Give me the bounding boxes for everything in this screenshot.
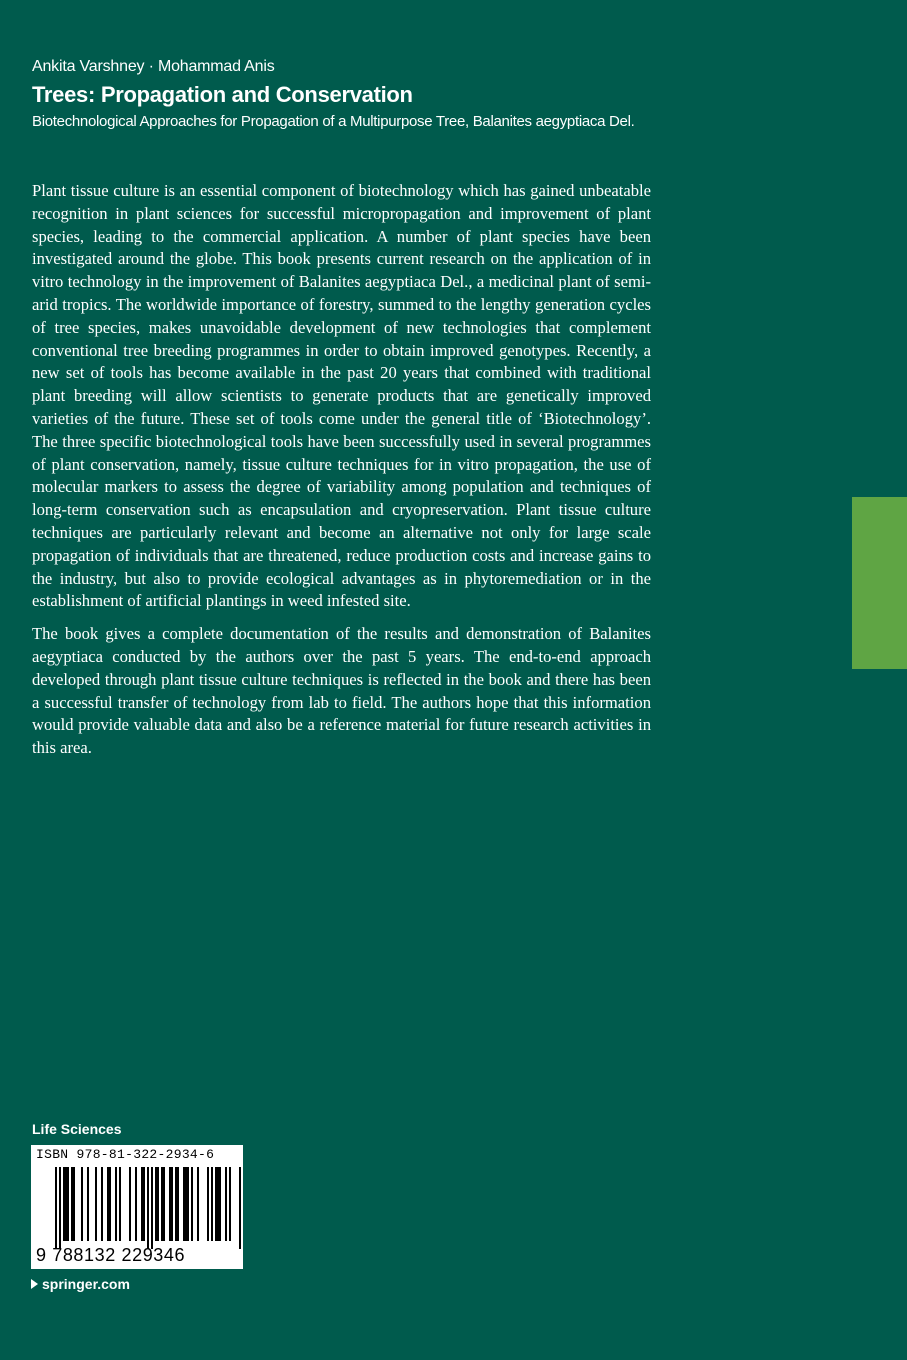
barcode-bar — [163, 1167, 165, 1241]
publisher-link[interactable] — [31, 1275, 130, 1293]
barcode-bar — [59, 1167, 61, 1249]
barcode-bar — [187, 1167, 189, 1241]
book-subtitle: Biotechnological Approaches for Propagation of a Multipurpose Tree, Balanites aegyptiaca Del. — [32, 113, 635, 130]
cover-header — [32, 56, 692, 132]
barcode-bar — [95, 1167, 97, 1241]
barcode-bar — [147, 1167, 149, 1249]
barcode-bar — [67, 1167, 69, 1241]
blurb-paragraph-1: Plant tissue culture is an essential component of biotechnology which has gained unbeatable recognition in plant sciences for successful micropropagation and improvement of plant species, leading to the commercial application. A number of plant species have been investigated around the globe. This book presents current research on the application of in vitro technology in the improvement of Balanites aegyptiaca Del., a medicinal plant of semi-arid tropics. The worldwide importance of forestry, summed to the lengthy generation cycles of tree species, makes unavoidable development of new technologies that complement conventional tree breeding programmes in order to obtain improved genotypes. Recently, a new set of tools has become available in the past 20 years that combined with traditional plant breeding will allow scientists to generate products that are genetically improved varieties of the future. These set of tools come under the general title of ‘Biotechnology’. The three specific biotechnological tools have been successfully used in several programmes of plant conservation, namely, tissue culture techniques for in vitro propagation, the use of molecular markers to assess the degree of variability among population and techniques of long-term conservation such as encapsulation and cryopreservation. Plant tissue culture techniques are particularly relevant and become an alternative not only for large scale propagation of individuals that are threatened, reduce production costs and increase gains to the industry, but also to provide ecological advantages as in phytoremediation or in the establishment of artificial plantings in weed infested site. — [32, 181, 651, 611]
barcode-bar — [171, 1167, 173, 1241]
barcode-bar — [87, 1167, 89, 1241]
barcode-bar — [207, 1167, 209, 1241]
barcode-bar — [219, 1167, 221, 1241]
barcode-bar — [129, 1167, 131, 1241]
barcode-bar — [63, 1167, 65, 1241]
barcode-bar — [135, 1167, 137, 1241]
barcode-bar — [197, 1167, 199, 1241]
barcode-bar — [177, 1167, 179, 1241]
barcode-digits: 9 788132 229346 — [36, 1245, 186, 1265]
barcode-bar — [73, 1167, 75, 1241]
barcode-bar — [175, 1167, 177, 1241]
barcode-bar — [217, 1167, 219, 1241]
barcode-bar — [141, 1167, 143, 1241]
barcode-bar — [81, 1167, 83, 1241]
isbn-label: ISBN 978-81-322-2934-6 — [36, 1147, 215, 1162]
barcode-bar — [55, 1167, 57, 1249]
color-tab — [852, 497, 907, 669]
arrow-right-icon — [31, 1279, 38, 1289]
publisher-url: springer.com — [42, 1276, 130, 1292]
barcode-bar — [107, 1167, 109, 1241]
authors: Ankita Varshney · Mohammad Anis — [32, 58, 275, 75]
blurb-paragraph-2: The book gives a complete documentation of the results and demonstration of Balanites aegyptiaca conducted by the authors over the past 5 years. The end-to-end approach developed through plant tissue culture techniques is reflected in the book and there has been a successful transfer of technology from lab to field. The authors hope that this information would provide valuable data and also be a reference material for future research activities in this area. — [32, 624, 651, 758]
barcode-bar — [115, 1167, 117, 1241]
barcode-bar — [101, 1167, 103, 1241]
barcode-bar — [169, 1167, 171, 1241]
barcode-bar — [155, 1167, 157, 1241]
blurb — [32, 180, 651, 760]
barcode-bar — [151, 1167, 153, 1249]
barcode-bar — [215, 1167, 217, 1241]
isbn-barcode — [31, 1145, 243, 1269]
barcode-bar — [161, 1167, 163, 1241]
barcode-bar — [119, 1167, 121, 1241]
barcode-bar — [239, 1167, 241, 1249]
subject-category: Life Sciences — [32, 1121, 122, 1137]
barcode-bar — [185, 1167, 187, 1241]
barcode-bar — [229, 1167, 231, 1241]
barcode-bar — [183, 1167, 185, 1241]
barcode-bar — [211, 1167, 213, 1241]
barcode-bar — [225, 1167, 227, 1241]
barcode-bar — [143, 1167, 145, 1241]
barcode-bar — [191, 1167, 193, 1241]
barcode-bar — [65, 1167, 67, 1241]
barcode-bar — [109, 1167, 111, 1241]
barcode-bar — [157, 1167, 159, 1241]
barcode-bar — [71, 1167, 73, 1241]
book-title: Trees: Propagation and Conservation — [32, 82, 413, 107]
